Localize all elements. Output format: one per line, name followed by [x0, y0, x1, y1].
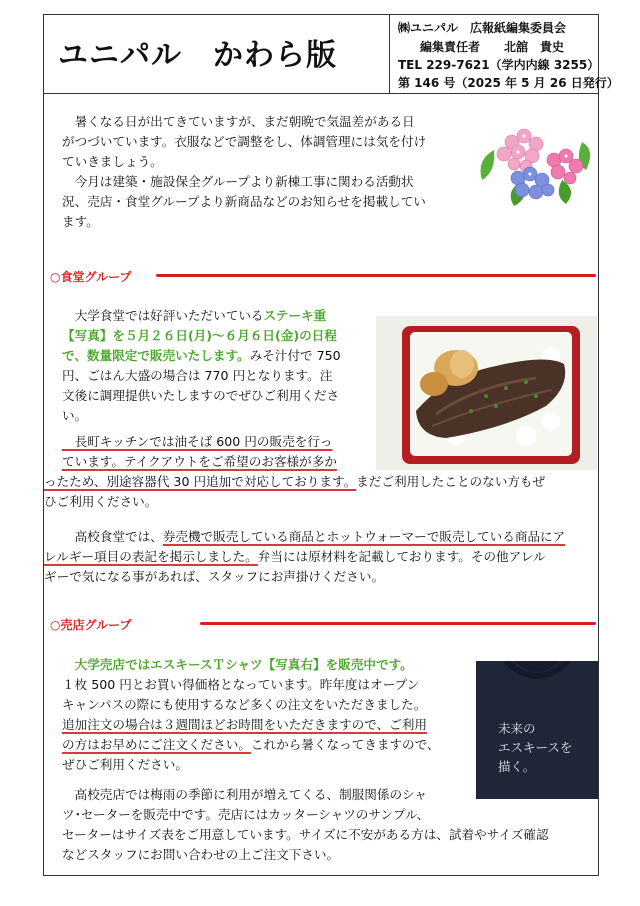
header-org: ㈱ユニパル 広報紙編集委員会	[398, 21, 567, 35]
highlight-text: ステーキ重	[263, 308, 327, 323]
shirt-text-line: エスキースを	[498, 740, 573, 755]
highlight-text: 大学売店ではエスキースＴシャツ【写真右】を販売中です。	[62, 657, 413, 672]
text-run: まだご利用したことのない方もぜ	[356, 474, 546, 489]
highlight-text: 【写真】を５月２６日(月)～６月６日(金)の日程	[62, 328, 337, 343]
text-line: 文後に調理提供いたしますのでぜひご利用くださ	[62, 388, 340, 403]
text-run: 高校食堂では、	[62, 529, 163, 544]
intro-line: 今月は建築・施設保全グループより新棟工事に関わる活動状	[62, 174, 414, 189]
section-rule-store	[200, 622, 596, 625]
underlined-text: ったため、別途容器代 30 円追加で対応しております。	[44, 474, 357, 489]
esquisse-t-shirt-photo	[476, 661, 598, 799]
text-line: ぜひご利用ください。	[62, 757, 188, 772]
intro-paragraph	[62, 112, 426, 232]
underlined-text: の方はお早めにご注文ください。	[62, 737, 251, 752]
section-heading-store: ○売店グループ	[50, 618, 132, 632]
text-line: キャンパスの際にも使用するなど多くの注文をいただきました。	[62, 697, 427, 712]
text-run: みそ汁付で 750	[249, 348, 341, 363]
section-rule-cafeteria	[156, 274, 596, 277]
shirt-text-line: 描く。	[498, 759, 536, 774]
text-line: 円、ごはん大盛の場合は 770 円となります。注	[62, 368, 333, 383]
cafeteria-paragraph-3	[44, 527, 566, 587]
store-paragraph-1	[62, 655, 440, 775]
text-line: ツ･セーターを販売中です。売店にはカッターシャツのサンプル、	[62, 807, 430, 822]
newsletter-title: ユニパル かわら版	[58, 38, 337, 73]
text-run: これから暑くなってきますので、	[250, 737, 440, 752]
intro-line: ていきましょう。	[62, 154, 163, 169]
shirt-text-line: 未来の	[498, 721, 536, 736]
underlined-text: 長町キッチンでは油そば 600 円の販売を行っ	[62, 434, 333, 449]
underlined-text: 追加注文の場合は３週間ほどお時間をいただきますので、ご利用	[62, 717, 427, 732]
text-run: 大学食堂では好評いただいている	[62, 308, 264, 323]
text-line: セーターはサイズ表をご用意しています。サイズに不安がある方は、試着やサイズ確認	[62, 827, 549, 842]
text-line: などスタッフにお問い合わせの上ご注文下さい。	[62, 847, 340, 862]
underlined-text: ています。テイクアウトをご希望のお客様が多か	[62, 454, 337, 469]
text-line: ひご利用ください。	[44, 494, 158, 509]
intro-line: ます。	[62, 214, 99, 229]
header-editor: 編集責任者 北舘 貴史	[420, 40, 565, 54]
header-issue: 第 146 号（2025 年 5 月 26 日発行）	[398, 76, 619, 90]
intro-line: がつづいています。衣服などで調整をし、体調管理には気を付け	[62, 134, 427, 149]
underlined-text: 券売機で販売している商品とホットウォーマーで販売している商品にア	[162, 529, 566, 544]
text-line: い。	[62, 408, 88, 423]
steak-bento-photo	[376, 316, 597, 470]
intro-line: 況、売店・食堂グループより新商品などのお知らせを掲載してい	[62, 194, 426, 209]
header-divider	[43, 93, 599, 94]
text-run: 弁当には原材料を記載しております。その他アレル	[257, 549, 546, 564]
section-heading-cafeteria: ○食堂グループ	[50, 270, 132, 284]
shirt-print-text	[498, 719, 572, 776]
highlight-text: で、数量限定で販売いたします。	[62, 348, 250, 363]
hydrangea-illustration	[474, 120, 596, 212]
underlined-text: レルギー項目の表記を掲示しました。	[44, 549, 258, 564]
header-vertical-divider	[389, 14, 390, 94]
intro-line: 暑くなる日が出てきていますが、まだ朝晩で気温差がある日	[62, 114, 415, 129]
text-line: ギーで気になる事があれば、スタッフにお声掛けください。	[44, 569, 385, 584]
cafeteria-paragraph-1	[62, 306, 341, 426]
header-tel: TEL 229-7621（学内内線 3255）	[398, 58, 600, 72]
text-line: 高校売店では梅雨の季節に利用が増えてくる、制服関係のシャ	[62, 787, 427, 802]
text-line: １枚 500 円とお買い得価格となっています。昨年度はオープン	[62, 677, 420, 692]
